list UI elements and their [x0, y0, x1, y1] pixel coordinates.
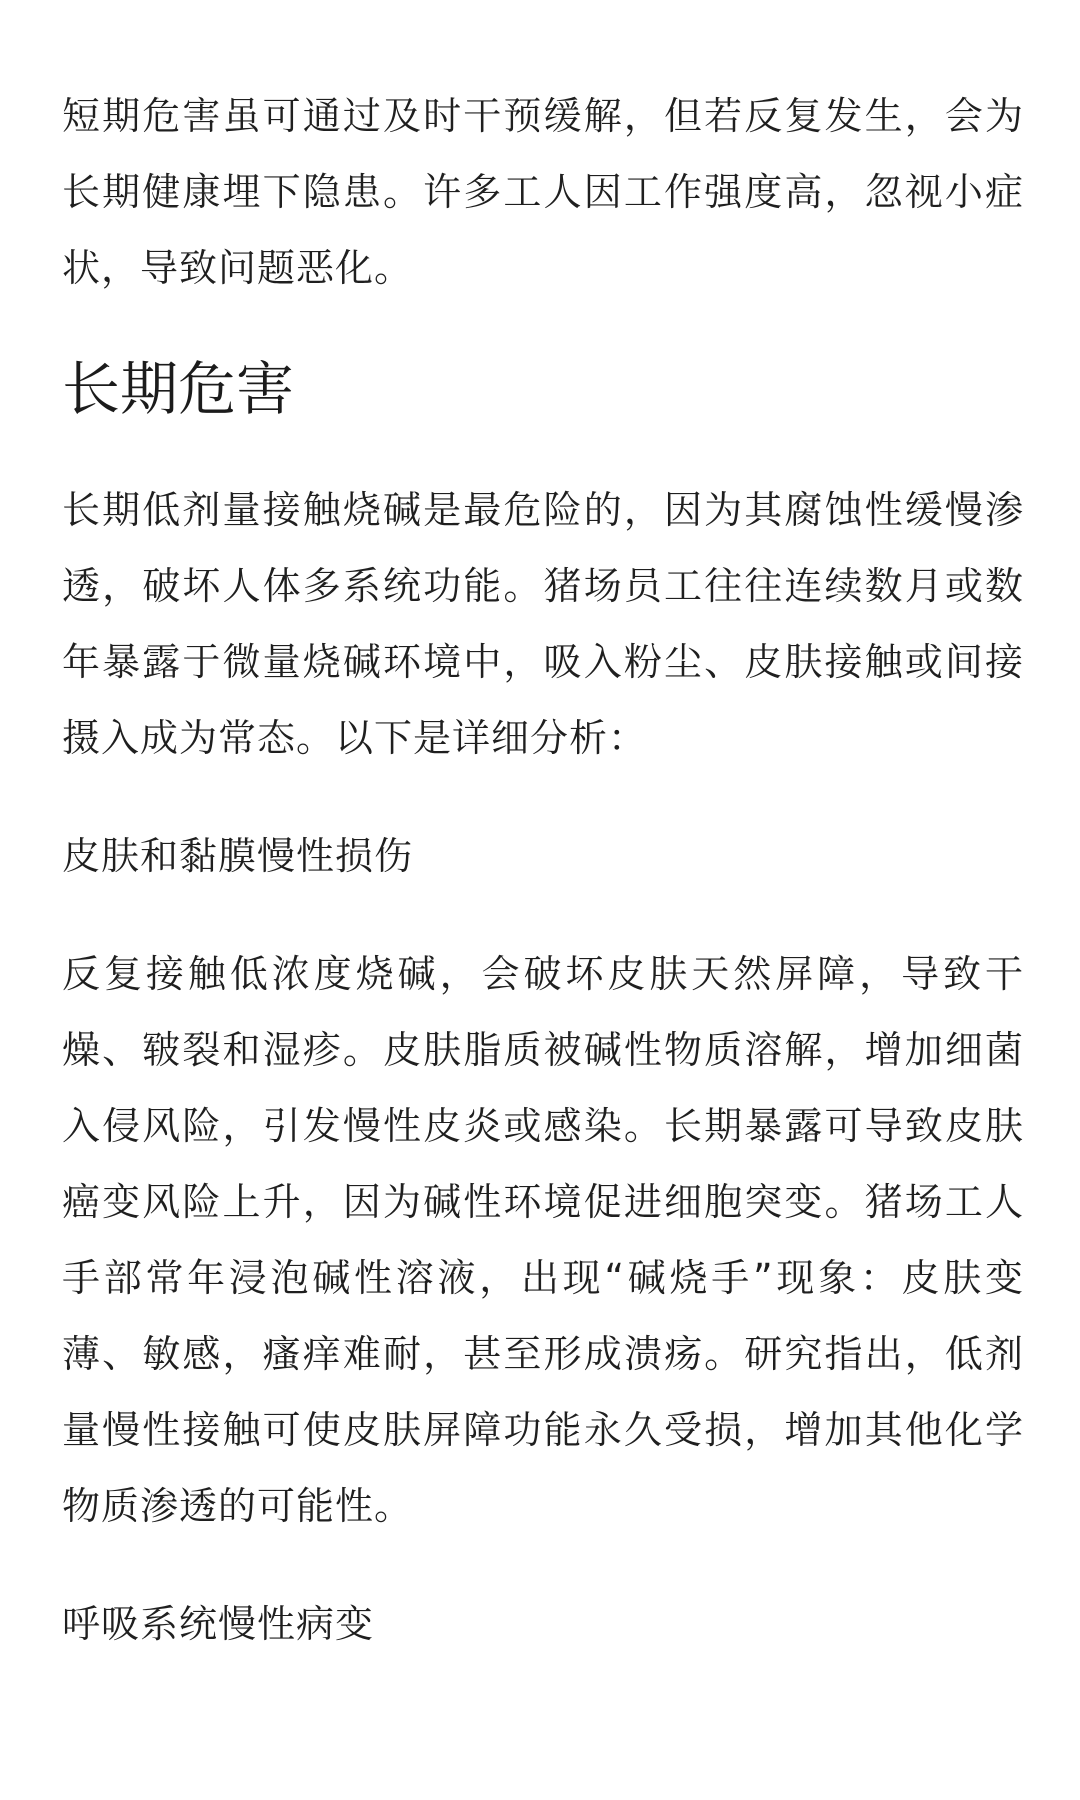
section-heading-long-term-hazards: 长期危害: [62, 355, 295, 423]
skin-damage-paragraph: 反复接触低浓度烧碱，会破坏皮肤天然屏障，导致干燥、皲裂和湿疹。皮肤脂质被碱性物质溶解，增加细菌入侵风险，引发慢性皮炎或感染。长期暴露可导致皮肤癌变风险上升，因为碱性环境促进细胞突变。猪场工人手部常年浸泡碱性溶液，出现“碱烧手”现象：皮肤变薄、敏感，瘙痒难耐，甚至形成溃疡。研究指出，低剂量慢性接触可使皮肤屏障功能永久受损，增加其他化学物质渗透的可能性。: [62, 952, 1024, 1528]
subheading-respiratory-chronic-lesions: 呼吸系统慢性病变: [62, 1602, 375, 1646]
long-term-hazards-paragraph: 长期低剂量接触烧碱是最危险的，因为其腐蚀性缓慢渗透，破坏人体多系统功能。猪场员工往往连续数月或数年暴露于微量烧碱环境中，吸入粉尘、皮肤接触或间接摄入成为常态。以下是详细分析：: [62, 488, 1024, 760]
subheading-skin-mucosa-damage: 皮肤和黏膜慢性损伤: [62, 834, 414, 878]
intro-paragraph: 短期危害虽可通过及时干预缓解，但若反复发生，会为长期健康埋下隐患。许多工人因工作强度高，忽视小症状，导致问题恶化。: [62, 94, 1024, 290]
